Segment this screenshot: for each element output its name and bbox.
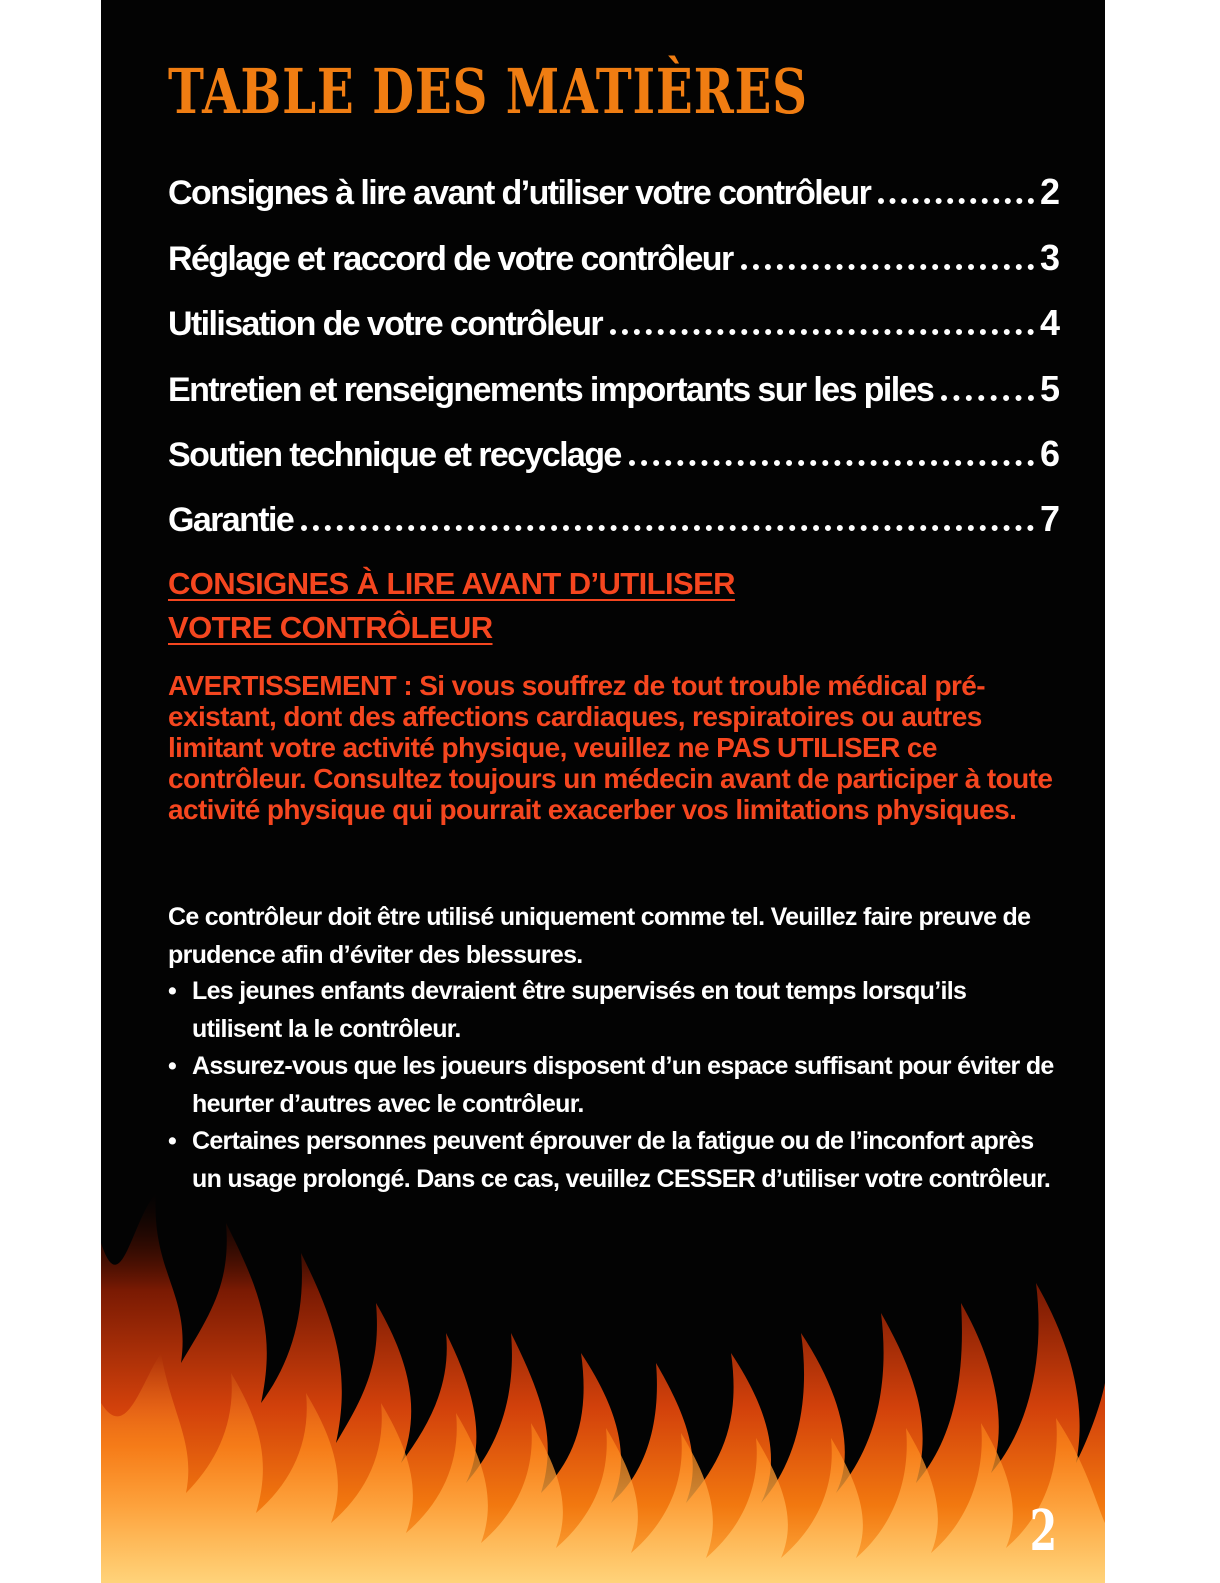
list-item: [168, 973, 1060, 1048]
page-number: 2: [1029, 1498, 1057, 1564]
list-item-text: Certaines personnes peuvent éprouver de la fatigue ou de l’inconfort après un usage prolongé. Dans ce cas, veuillez CESSER d’utiliser votre contrôleur.: [192, 1127, 1051, 1193]
list-item: [168, 1048, 1060, 1123]
toc-entry[interactable]: [168, 475, 1060, 540]
toc-entry[interactable]: [168, 213, 1060, 278]
list-item-text: Les jeunes enfants devraient être supervisés en tout temps lorsqu’ils utilisent la le contrôleur.: [192, 977, 967, 1043]
toc-title: TABLE DES MATIÈRES: [168, 55, 808, 128]
toc-entry-label: Utilisation de votre contrôleur: [168, 305, 603, 344]
safety-bullet-list: [168, 973, 1060, 1198]
bullet-icon: •: [168, 1127, 177, 1155]
section-heading-line: CONSIGNES À LIRE AVANT D’UTILISER: [168, 566, 735, 601]
bullet-icon: •: [168, 1052, 177, 1080]
flames-artwork: [101, 1163, 1105, 1583]
section-heading-line: VOTRE CONTRÔLEUR: [168, 610, 493, 645]
toc-entry-page: 4: [1039, 302, 1060, 344]
toc-entry[interactable]: [168, 148, 1060, 213]
table-of-contents: [168, 148, 1060, 540]
toc-entry[interactable]: [168, 279, 1060, 344]
toc-entry-label: Consignes à lire avant d’utiliser votre contrôleur: [168, 174, 871, 213]
toc-entry[interactable]: [168, 344, 1060, 409]
manual-page: [101, 0, 1105, 1583]
warning-paragraph: AVERTISSEMENT : Si vous souffrez de tout trouble médical pré-existant, dont des affections cardiaques, respiratoires ou autres limitant votre activité physique, veuillez ne PAS UTILISER ce contrôleur. Consultez toujours un médecin avant de participer à toute activité physique qui pourrait exacerber vos limitations physiques.: [168, 670, 1053, 825]
toc-entry-page: 2: [1039, 171, 1060, 213]
toc-entry-page: 7: [1039, 498, 1060, 540]
list-item: [168, 1123, 1060, 1198]
toc-dot-leader: [610, 329, 1034, 335]
toc-entry-label: Soutien technique et recyclage: [168, 435, 621, 474]
toc-dot-leader: [941, 395, 1034, 401]
bullet-icon: •: [168, 977, 177, 1005]
toc-entry-page: 6: [1039, 432, 1060, 474]
toc-entry-label: Garantie: [168, 501, 294, 540]
toc-entry-label: Réglage et raccord de votre contrôleur: [168, 239, 733, 278]
section-heading: [168, 562, 735, 650]
toc-dot-leader: [878, 198, 1034, 204]
toc-entry-page: 5: [1039, 367, 1060, 409]
toc-entry-page: 3: [1039, 236, 1060, 278]
toc-dot-leader: [629, 460, 1034, 466]
list-item-text: Assurez-vous que les joueurs disposent d’un espace suffisant pour éviter de heurter d’autres avec le contrôleur.: [192, 1052, 1054, 1118]
toc-dot-leader: [301, 525, 1034, 531]
toc-dot-leader: [741, 264, 1034, 270]
toc-entry-label: Entretien et renseignements importants sur les piles: [168, 370, 934, 409]
intro-paragraph: Ce contrôleur doit être utilisé uniquement comme tel. Veuillez faire preuve de prudence afin d’éviter des blessures.: [168, 903, 1031, 969]
toc-entry[interactable]: [168, 410, 1060, 475]
